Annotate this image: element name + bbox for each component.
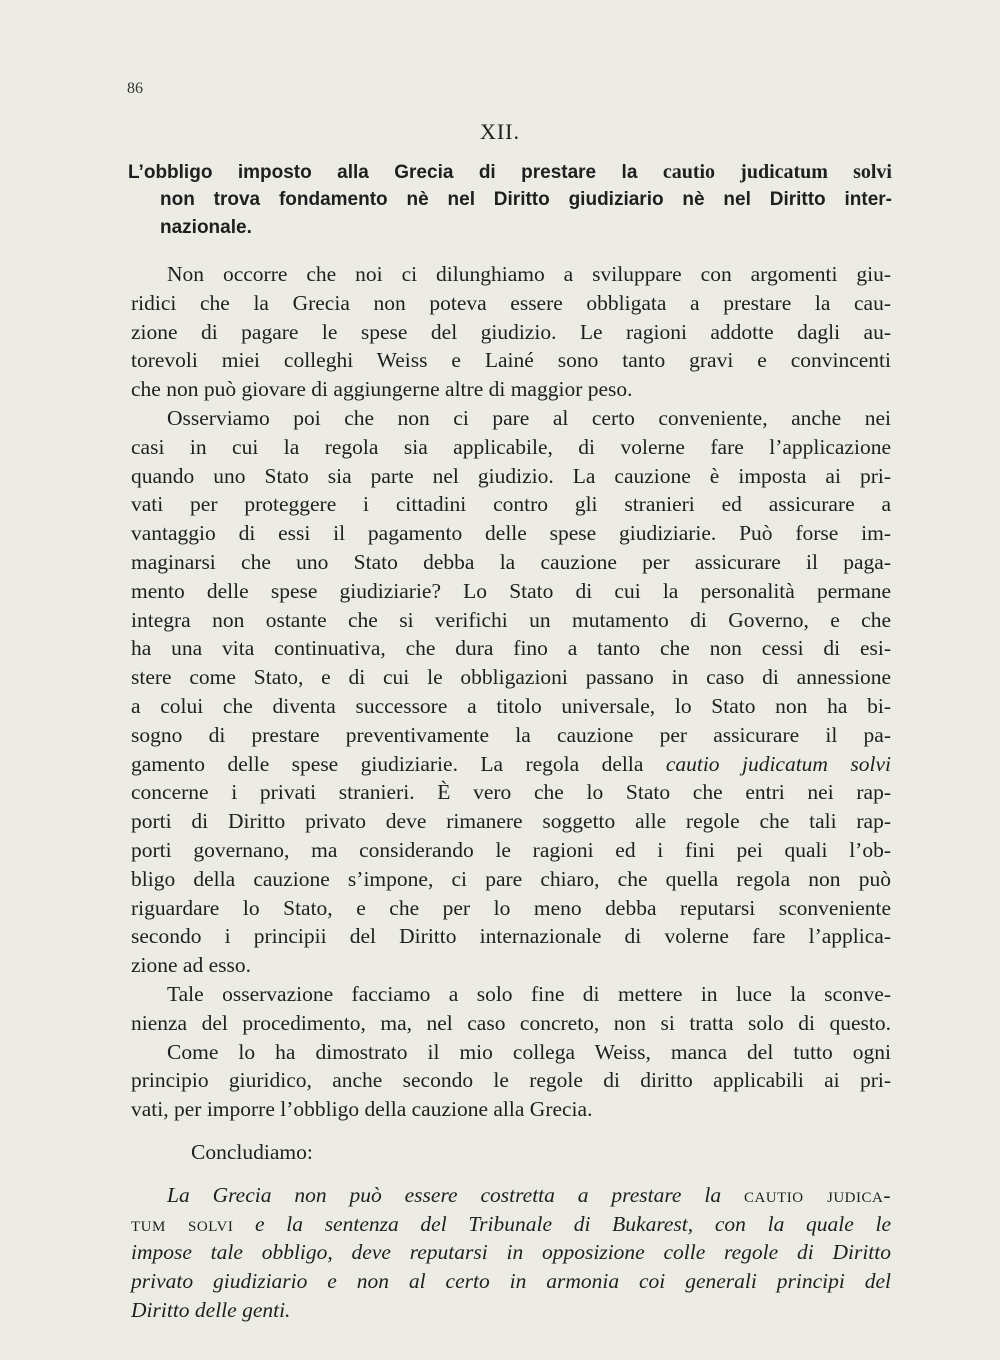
heading-line: non trova fondamento nè nel Diritto giudiziario nè nel Diritto inter- (160, 189, 892, 210)
section-title: XII. (479, 119, 521, 144)
paragraph-text: gamento delle spese giudiziarie. La regola della (131, 751, 666, 776)
paragraph-line: casi in cui la regola sia applicabile, di volerne fare l’applicazione (131, 434, 891, 459)
paragraph-line: stere come Stato, e di cui le obbligazioni passano in caso di annessione (131, 665, 891, 690)
paragraph-line: zione ad esso. (131, 953, 252, 978)
heading-line (128, 158, 892, 186)
paragraph-line: vati, per imporre l’obbligo della cauzione alla Grecia. (131, 1097, 593, 1122)
paragraph-line: quando uno Stato sia parte nel giudizio. La cauzione è imposta ai pri- (131, 463, 891, 488)
paragraph-line: maginarsi che uno Stato debba la cauzione per assicurare il paga- (131, 549, 891, 574)
paragraph-line: zione di pagare le spese del giudizio. Le ragioni addotte dagli au- (131, 319, 891, 344)
conclusion-text: La Grecia non può essere costretta a prestare la (167, 1182, 744, 1207)
heading-text: L’obbligo imposto alla Grecia di prestare la (128, 162, 663, 183)
paragraph-line: Non occorre che noi ci dilunghiamo a sviluppare con argomenti giu- (167, 262, 891, 286)
paragraph-line: concerne i privati stranieri. È vero che lo Stato che entri nei rap- (131, 780, 891, 805)
paragraph-line: che non può giovare di aggiungerne altre di maggior peso. (131, 377, 633, 402)
conclusion-caps: tum solvi (131, 1211, 234, 1236)
paragraph-line (131, 750, 891, 779)
conclusion-line: Diritto delle genti. (131, 1297, 291, 1322)
page-number: 86 (127, 80, 143, 97)
conclusion-text: e la sentenza del Tribunale di Bukarest, con la quale le (233, 1211, 891, 1236)
italic-term: cautio judicatum solvi (665, 751, 891, 776)
paragraph-line: nienza del procedimento, ma, nel caso concreto, non si tratta solo di questo. (131, 1010, 891, 1035)
paragraph-line: Osserviamo poi che non ci pare al certo conveniente, anche nei (167, 405, 891, 430)
paragraph-line: vati per proteggere i cittadini contro gli stranieri ed assicurare a (131, 492, 891, 517)
paragraph-line: Concludiamo: (191, 1139, 313, 1164)
paragraph-line: ha una vita continuativa, che dura fino a tanto che non cessi di esi- (131, 636, 891, 661)
conclusion-line: privato giudiziario e non al certo in armonia coi generali principi del (131, 1269, 891, 1294)
paragraph-line: riguardare lo Stato, e che per lo meno debba reputarsi sconveniente (131, 895, 891, 920)
paragraph-line: principio giuridico, anche secondo le regole di diritto applicabili ai pri- (131, 1068, 891, 1093)
paragraph-line: a colui che diventa successore a titolo universale, lo Stato non ha bi- (131, 693, 891, 718)
paragraph-line: sogno di prestare preventivamente la cauzione per assicurare il pa- (131, 722, 891, 747)
paragraph-line: bligo della cauzione s’impone, ci pare chiaro, che quella regola non può (131, 866, 891, 891)
conclusion-line: impose tale obbligo, deve reputarsi in opposizione colle regole di Diritto (131, 1240, 891, 1265)
paragraph-line: porti di Diritto privato deve rimanere soggetto alle regole che tali rap- (131, 809, 891, 834)
heading-emphasis: cautio judicatum solvi (662, 161, 892, 183)
paragraph-line: vantaggio di essi il pagamento delle spese giudiziarie. Può forse im- (131, 521, 891, 546)
conclusion-line (131, 1210, 891, 1239)
paragraph-line: ridici che la Grecia non poteva essere obbligata a prestare la cau- (131, 290, 891, 315)
paragraph-line: Tale osservazione facciamo a solo fine di mettere in luce la sconve- (167, 981, 891, 1006)
paragraph-line: porti governano, ma considerando le ragioni ed i fini pei quali l’ob- (131, 837, 891, 862)
paragraph-line: torevoli miei colleghi Weiss e Lainé sono tanto gravi e convincenti (131, 348, 891, 373)
paragraph-line: integra non ostante che si verifichi un mutamento di Governo, e che (131, 607, 891, 632)
paragraph-line: Come lo ha dimostrato il mio collega Weiss, manca del tutto ogni (167, 1039, 891, 1064)
conclusion-line (131, 1181, 891, 1210)
conclusion-caps: cautio judica- (743, 1182, 891, 1207)
heading-line: nazionale. (160, 217, 252, 238)
paragraph-line: mento delle spese giudiziarie? Lo Stato di cui la personalità permane (131, 578, 891, 603)
section-heading (128, 158, 892, 242)
body-text (131, 260, 891, 1325)
paragraph-line: secondo i principii del Diritto internazionale di volerne fare l’applica- (131, 924, 891, 949)
